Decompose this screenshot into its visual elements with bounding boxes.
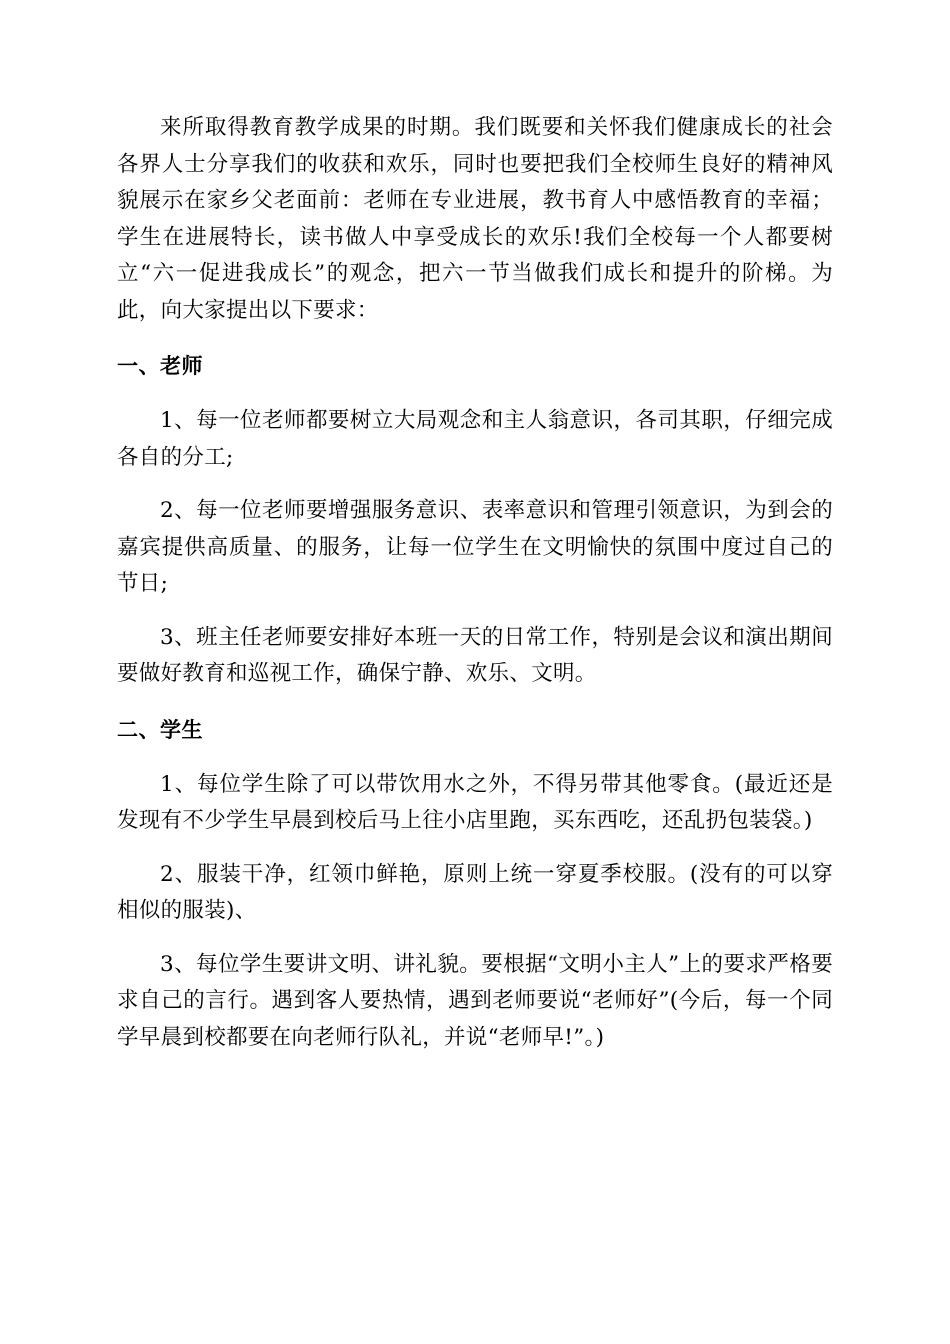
- document-page: [117, 110, 833, 1056]
- teacher-item-2: 2、每一位老师要增强服务意识、表率意识和管理引领意识，为到会的嘉宾提供高质量、的服务，让每一位学生在文明愉快的氛围中度过自己的节日;: [117, 498, 833, 596]
- intro-paragraph: 来所取得教育教学成果的时期。我们既要和关怀我们健康成长的社会各界人士分享我们的收获和欢乐，同时也要把我们全校师生良好的精神风貌展示在家乡父老面前：老师在专业进展，教书育人中感悟教育的幸福；学生在进展特长，读书做人中享受成长的欢乐!我们全校每一个人都要树立“六一促进我成长”的观念，把六一节当做我们成长和提升的阶梯。为此，向大家提出以下要求：: [117, 115, 833, 323]
- student-item-3: 3、每位学生要讲文明、讲礼貌。要根据“文明小主人”上的要求严格要求自己的言行。遇到客人要热情，遇到老师要说“老师好”(今后，每一个同学早晨到校都要在向老师行队礼，并说“老师早!”。): [117, 951, 833, 1050]
- student-item-1: 1、每位学生除了可以带饮用水之外，不得另带其他零食。(最近还是发现有不少学生早晨到校后马上往小店里跑，买东西吃，还乱扔包装袋。): [117, 771, 833, 833]
- student-item-2: 2、服装干净，红领巾鲜艳，原则上统一穿夏季校服。(没有的可以穿相似的服装)、: [117, 861, 833, 923]
- teacher-item-3: 3、班主任老师要安排好本班一天的日常工作，特别是会议和演出期间要做好教育和巡视工作，确保宁静、欢乐、文明。: [117, 624, 833, 686]
- section-heading-students: 二、学生: [117, 717, 203, 742]
- section-heading-teachers: 一、老师: [117, 354, 203, 378]
- teacher-item-1: 1、每一位老师都要树立大局观念和主人翁意识，各司其职，仔细完成各自的分工;: [117, 408, 833, 470]
